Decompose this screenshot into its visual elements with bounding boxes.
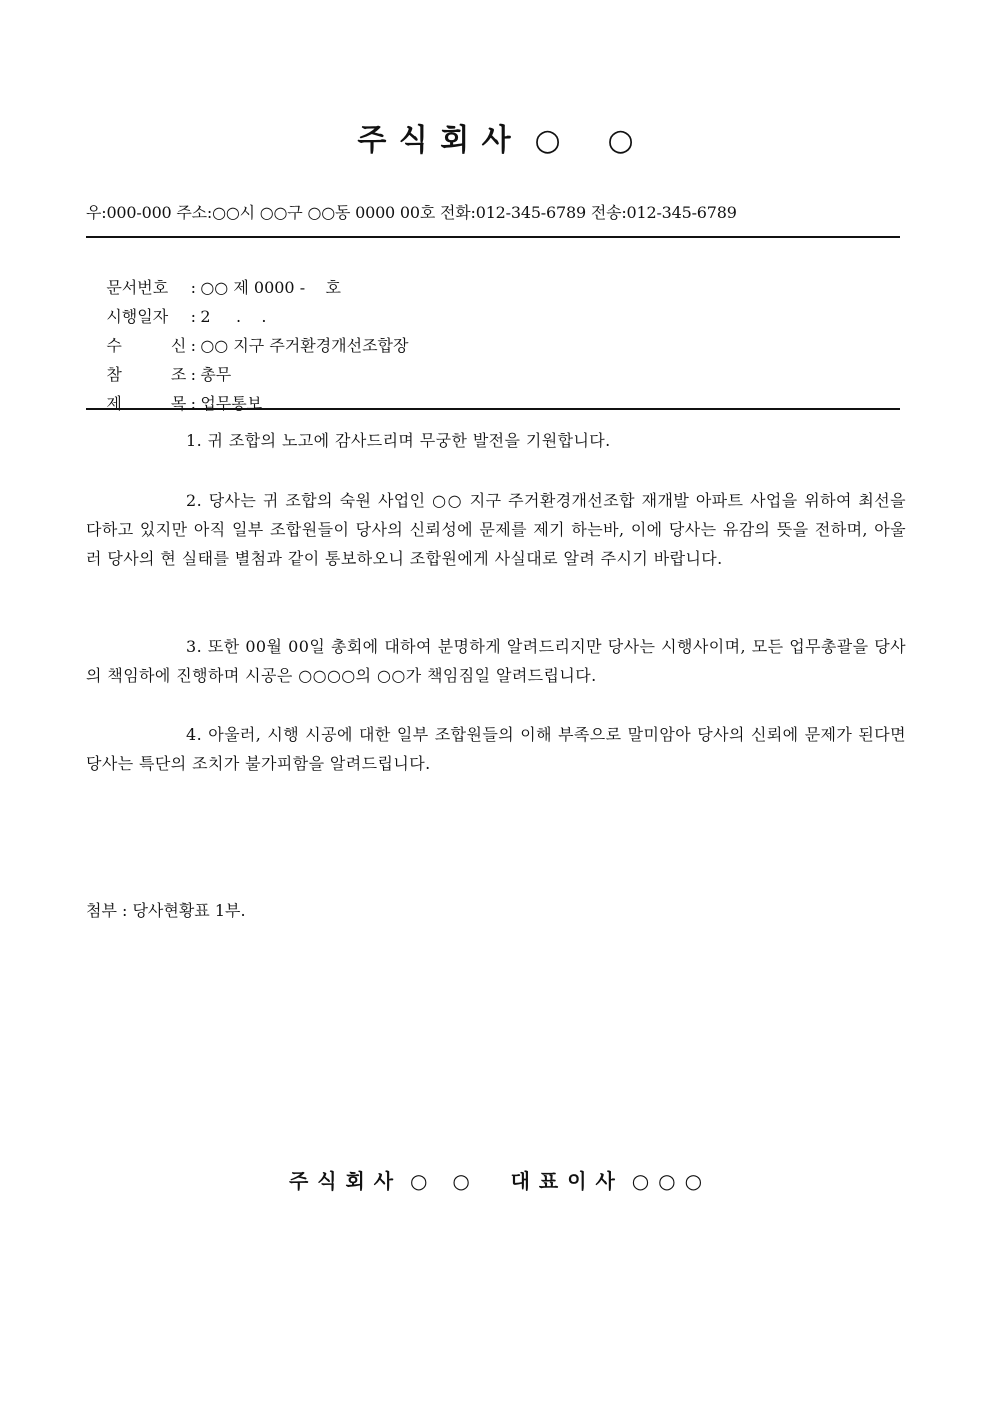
divider-top — [86, 236, 900, 238]
meta-value: 업무통보 — [200, 394, 263, 413]
meta-colon: : — [190, 365, 197, 384]
paragraph-text: 1. 귀 조합의 노고에 감사드리며 무궁한 발전을 기원합니다. — [186, 431, 611, 450]
document-title: 주 식 회 사 ○ ○ — [357, 123, 635, 158]
paragraph-4 — [86, 720, 906, 778]
meta-label: 제 목 — [106, 394, 187, 413]
paragraph-text: 2. 당사는 귀 조합의 숙원 사업인 ○○ 지구 주거환경개선조합 재개발 아파트 사업을 위하여 최선을 다하고 있지만 아직 일부 조합원들이 당사의 신뢰성에 문제를 제기 하는바, 이에 당사는 유감의 뜻을 전하며, 아울러 당사의 현 실태를 별첨과 같이 통보하오니 조합원에게 사실대로 알려 주시기 바랍니다. — [86, 491, 906, 568]
meta-label: 참 조 — [106, 365, 187, 384]
meta-colon: : — [190, 394, 197, 413]
meta-colon: : — [190, 307, 197, 326]
paragraph-text: 4. 아울러, 시행 시공에 대한 일부 조합원들의 이해 부족으로 말미암아 당사의 신뢰에 문제가 된다면 당사는 특단의 조치가 불가피함을 알려드립니다. — [86, 725, 906, 773]
address-line: 우:000-000 주소:○○시 ○○구 ○○동 0000 00호 전화:012-345-6789 전송:012-345-6789 — [86, 203, 737, 222]
meta-value: ○○ 지구 주거환경개선조합장 — [200, 336, 409, 355]
paragraph-text: 3. 또한 00월 00일 총회에 대하여 분명하게 알려드리지만 당사는 시행사이며, 모든 업무총괄을 당사의 책임하에 진행하며 시공은 ○○○○의 ○○가 책임짐일 알려드립니다. — [86, 637, 906, 685]
meta-label: 문서번호 — [106, 278, 169, 297]
divider-bottom — [86, 408, 900, 410]
paragraph-2 — [86, 486, 906, 573]
meta-label: 수 신 — [106, 336, 187, 355]
attachment-note: 첨부 : 당사현황표 1부. — [86, 901, 246, 920]
meta-row-subject — [86, 372, 262, 433]
paragraph-1 — [86, 426, 906, 455]
paragraph-3 — [86, 632, 906, 690]
meta-value: 2 . . — [200, 307, 267, 326]
signature-line: 주 식 회 사 ○ ○ 대 표 이 사 ○ ○ ○ — [288, 1169, 704, 1193]
meta-value: 총무 — [200, 365, 232, 384]
meta-colon: : — [190, 278, 197, 297]
meta-colon: : — [190, 336, 197, 355]
meta-value: ○○ 제 0000 - 호 — [200, 278, 341, 297]
meta-label: 시행일자 — [106, 307, 169, 326]
